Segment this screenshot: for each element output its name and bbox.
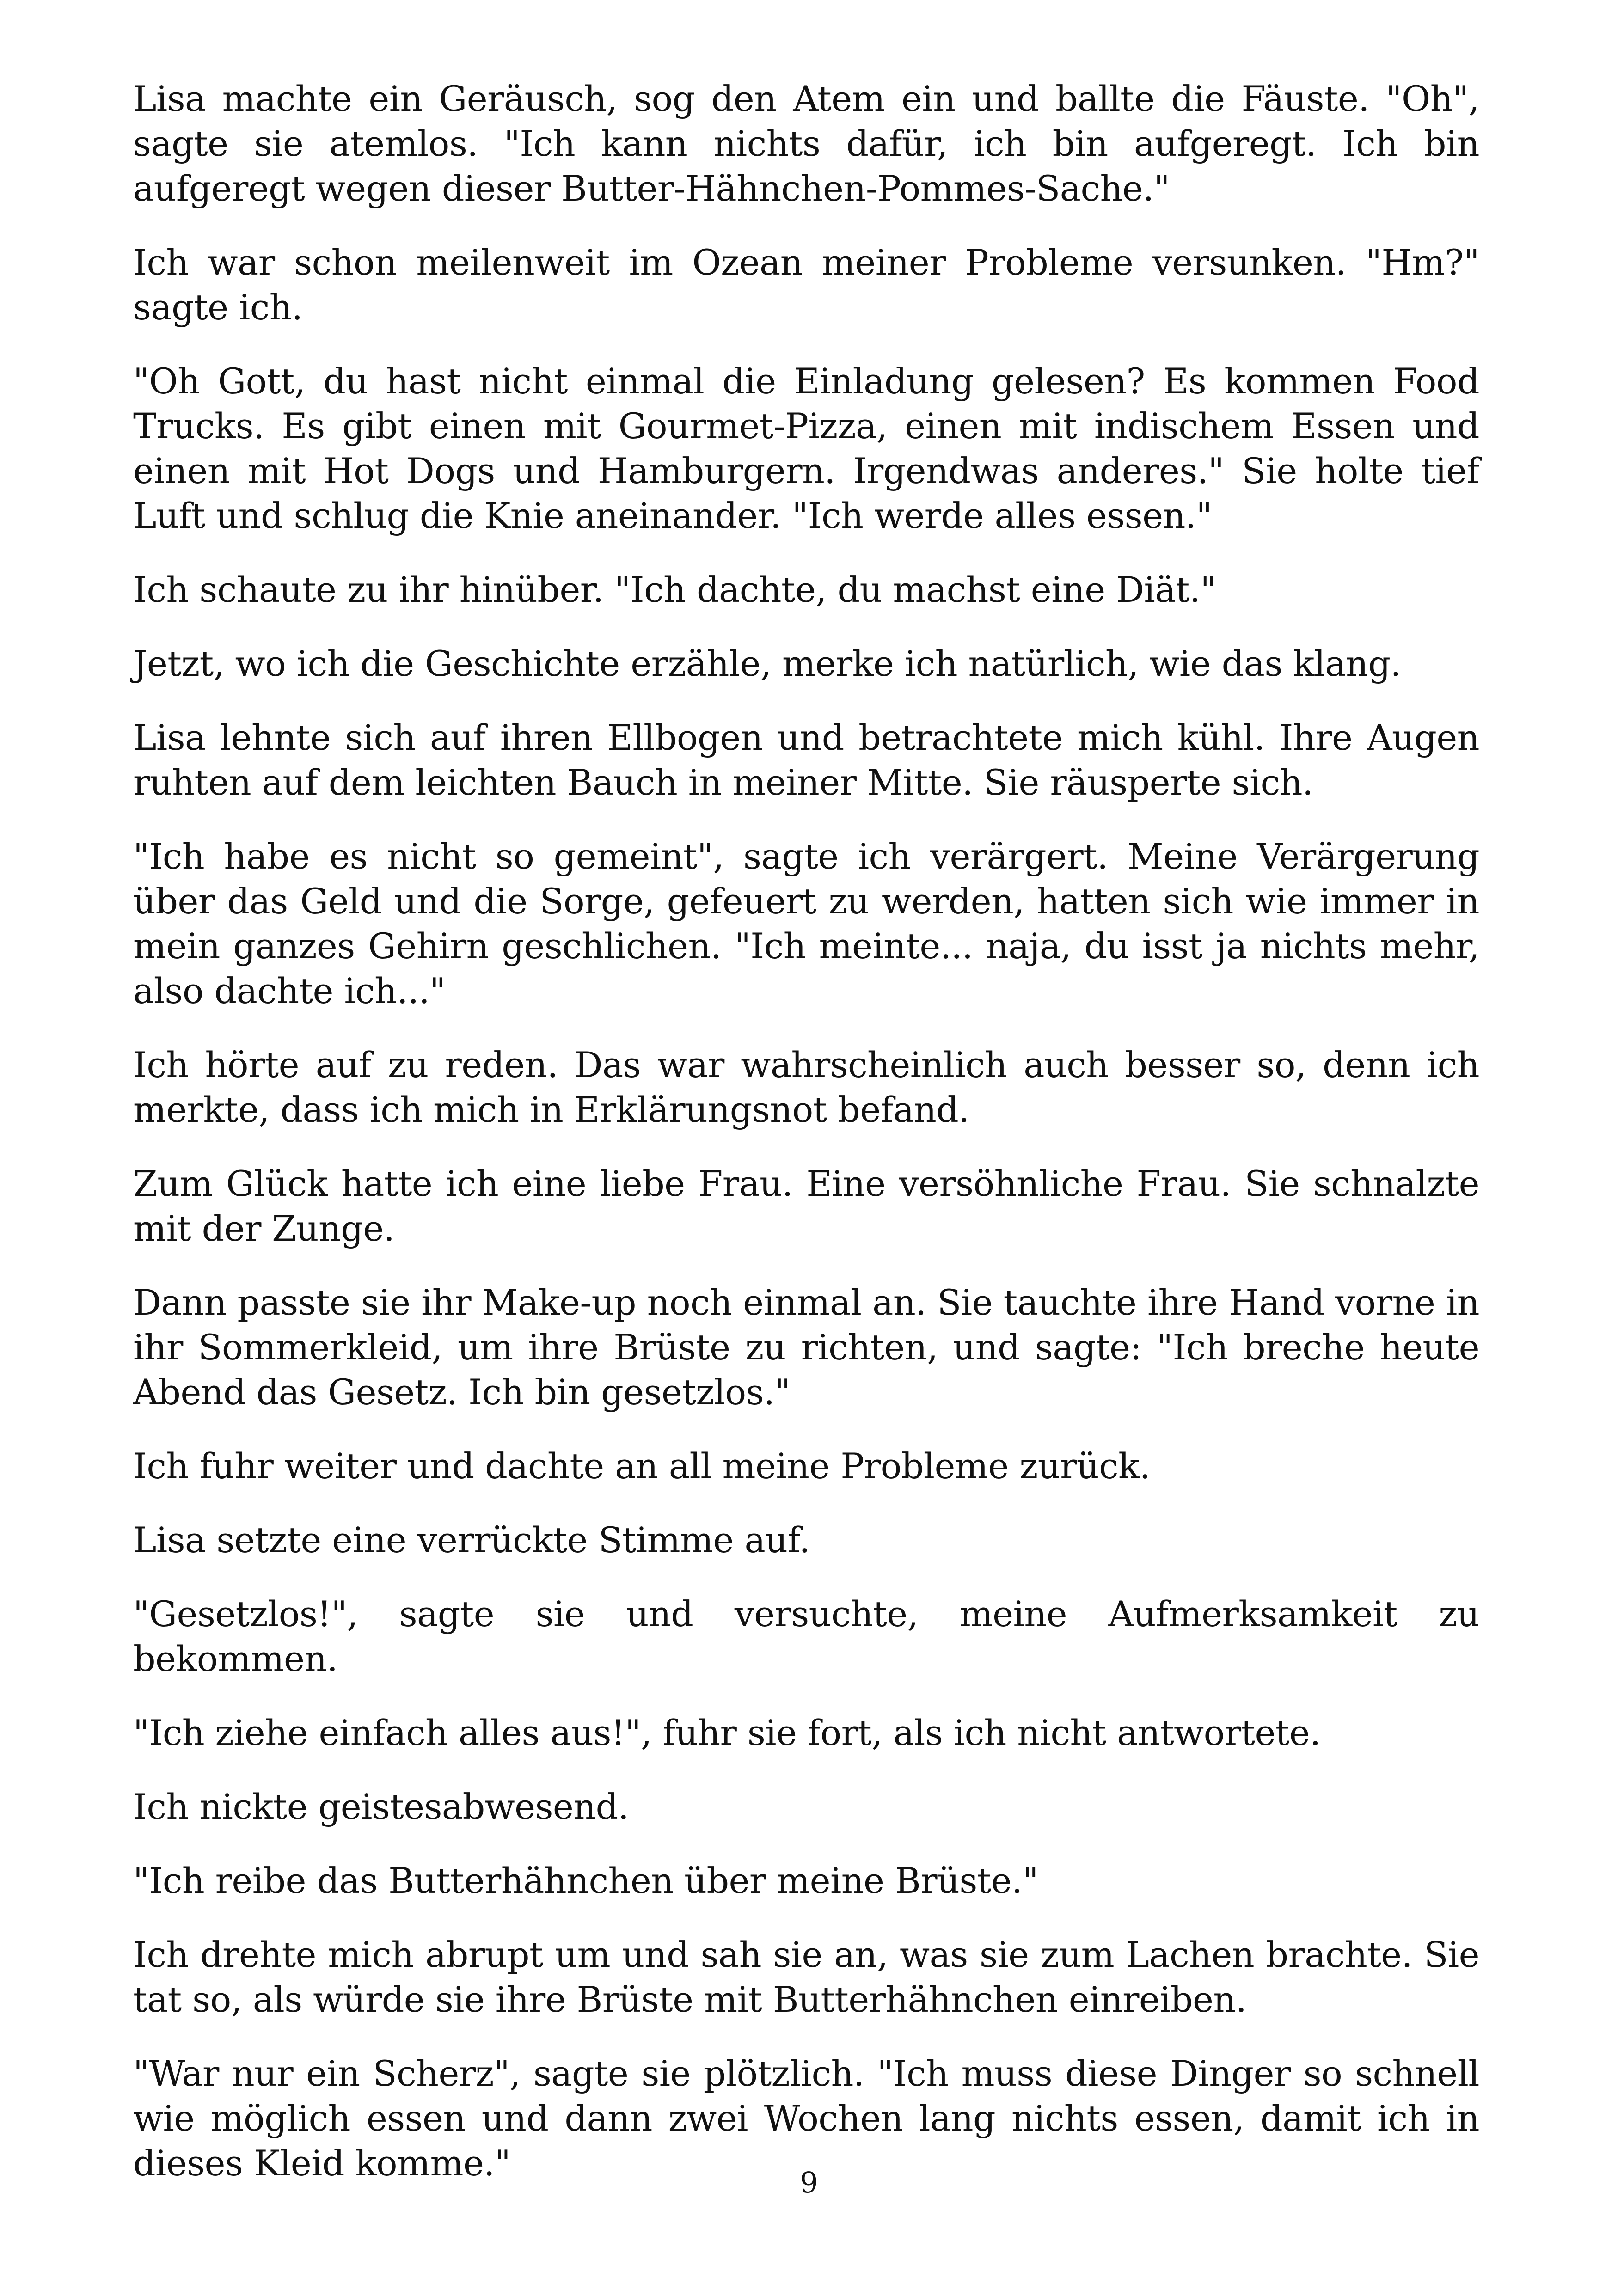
paragraph: Ich drehte mich abrupt um und sah sie an, was sie zum Lachen brachte. Sie tat so, als würde sie ihre Brüste mit Butterhähnchen einreiben. <box>133 1934 1479 2020</box>
paragraph: "War nur ein Scherz", sagte sie plötzlich. "Ich muss diese Dinger so schnell wie möglich essen und dann zwei Wochen lang nichts essen, damit ich in dieses Kleid komme." <box>133 2053 1479 2184</box>
paragraph: "Oh Gott, du hast nicht einmal die Einladung gelesen? Es kommen Food Trucks. Es gibt einen mit Gourmet-Pizza, einen mit indischem Essen und einen mit Hot Dogs und Hamburgern. Irgendwas anderes." Sie holte tief Luft und schlug die Knie aneinander. "Ich werde alles essen." <box>133 361 1479 536</box>
paragraph: Dann passte sie ihr Make-up noch einmal an. Sie tauchte ihre Hand vorne in ihr Sommerkleid, um ihre Brüste zu richten, und sagte: "Ich breche heute Abend das Gesetz. Ich bin gesetzlos." <box>133 1282 1479 1413</box>
paragraph: "Ich ziehe einfach alles aus!", fuhr sie fort, als ich nicht antwortete. <box>133 1712 1321 1753</box>
paragraph: "Ich reibe das Butterhähnchen über meine Brüste." <box>133 1860 1038 1901</box>
paragraph: Ich schaute zu ihr hinüber. "Ich dachte, du machst eine Diät." <box>133 569 1216 610</box>
paragraph: Lisa machte ein Geräusch, sog den Atem ein und ballte die Fäuste. "Oh", sagte sie atemlos. "Ich kann nichts dafür, ich bin aufgeregt. Ich bin aufgeregt wegen dieser Butter-Hähnchen-Pommes-Sache." <box>133 78 1479 209</box>
paragraph: Ich nickte geistesabwesend. <box>133 1786 629 1827</box>
paragraph: Jetzt, wo ich die Geschichte erzähle, merke ich natürlich, wie das klang. <box>133 643 1402 684</box>
paragraph: Ich fuhr weiter und dachte an all meine Probleme zurück. <box>133 1445 1151 1487</box>
paragraph: Lisa setzte eine verrückte Stimme auf. <box>133 1519 810 1561</box>
paragraph: Ich war schon meilenweit im Ozean meiner Probleme versunken. "Hm?" sagte ich. <box>133 242 1479 328</box>
paragraph: "Ich habe es nicht so gemeint", sagte ich verärgert. Meine Verärgerung über das Geld und die Sorge, gefeuert zu werden, hatten sich wie immer in mein ganzes Gehirn geschlichen. "Ich meinte... naja, du isst ja nichts mehr, also dachte ich..." <box>133 836 1479 1011</box>
paragraph: Zum Glück hatte ich eine liebe Frau. Eine versöhnliche Frau. Sie schnalzte mit der Zunge. <box>133 1163 1479 1249</box>
page-number: 9 <box>800 2166 818 2199</box>
paragraph: Ich hörte auf zu reden. Das war wahrscheinlich auch besser so, denn ich merkte, dass ich mich in Erklärungsnot befand. <box>133 1044 1479 1130</box>
paragraph: "Gesetzlos!", sagte sie und versuchte, meine Aufmerksamkeit zu bekommen. <box>133 1593 1479 1679</box>
text-body <box>133 76 1479 2186</box>
paragraph: Lisa lehnte sich auf ihren Ellbogen und betrachtete mich kühl. Ihre Augen ruhten auf dem leichten Bauch in meiner Mitte. Sie räusperte sich. <box>133 717 1479 803</box>
